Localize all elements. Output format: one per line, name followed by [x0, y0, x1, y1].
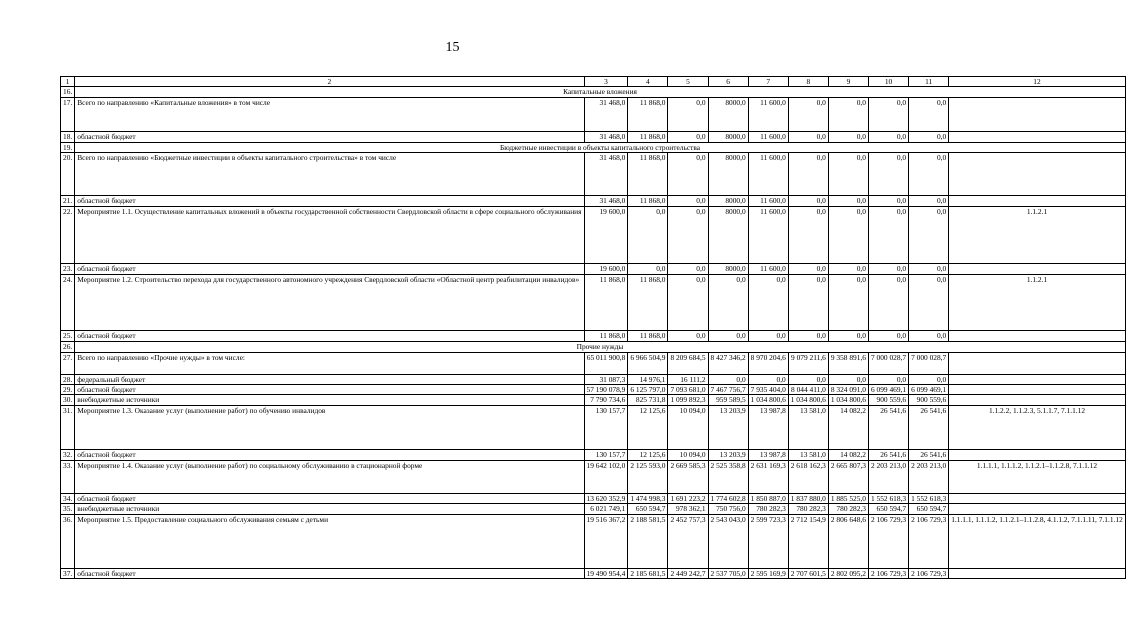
value-cell: 31 468,0: [584, 97, 628, 131]
value-cell: 780 282,3: [828, 504, 868, 514]
row-name: Всего по направлению «Капитальные вложения» в том числе: [75, 97, 584, 131]
value-cell: 13 581,0: [788, 449, 828, 460]
value-cell: 780 282,3: [748, 504, 788, 514]
value-cell: 14 082,2: [828, 405, 868, 449]
value-cell: 1 034 800,6: [748, 395, 788, 405]
value-cell: 31 087,3: [584, 374, 628, 384]
value-cell: 0,0: [828, 374, 868, 384]
value-cell: 1 691 223,2: [668, 493, 708, 503]
value-cell: 2 543 043,0: [708, 514, 748, 568]
value-cell: 11 868,0: [628, 153, 668, 196]
value-cell: 14 082,2: [828, 449, 868, 460]
value-cell: 19 642 102,0: [584, 460, 628, 493]
value-cell: 19 600,0: [584, 207, 628, 264]
value-cell: 8 044 411,0: [788, 385, 828, 395]
row-number: 29.: [61, 385, 75, 395]
value-cell: 12 125,6: [628, 405, 668, 449]
section-title: Бюджетные инвестиции в объекты капитального строительства: [75, 142, 1126, 152]
value-cell: 11 600,0: [748, 153, 788, 196]
value-cell: 12 125,6: [628, 449, 668, 460]
value-cell: 14 976,1: [628, 374, 668, 384]
value-cell: 2 106 729,3: [909, 514, 949, 568]
value-cell: 1 474 998,3: [628, 493, 668, 503]
value-cell: 11 868,0: [628, 331, 668, 342]
header-cell: 1: [61, 77, 75, 87]
value-cell: 0,0: [909, 331, 949, 342]
value-cell: 2 203 213,0: [868, 460, 908, 493]
value-cell: 0,0: [828, 196, 868, 207]
value-cell: 1 552 618,3: [868, 493, 908, 503]
value-cell: 19 516 367,2: [584, 514, 628, 568]
header-cell: 10: [868, 77, 908, 87]
value-cell: 2 802 095,2: [828, 568, 868, 578]
value-cell: 2 595 169,9: [748, 568, 788, 578]
value-cell: 2 707 601,5: [788, 568, 828, 578]
target-indicator-cell: 1.1.1.1, 1.1.1.2, 1.1.2.1–1.1.2.8, 7.1.1.12: [949, 460, 1126, 493]
value-cell: 0,0: [828, 275, 868, 331]
value-cell: 11 868,0: [628, 275, 668, 331]
value-cell: 1 099 892,3: [668, 395, 708, 405]
value-cell: 0,0: [748, 331, 788, 342]
section-row: [61, 342, 1126, 352]
value-cell: 31 468,0: [584, 196, 628, 207]
header-cell: 5: [668, 77, 708, 87]
value-cell: 2 449 242,7: [668, 568, 708, 578]
value-cell: 0,0: [668, 275, 708, 331]
table-row: [61, 264, 1126, 275]
value-cell: 0,0: [708, 275, 748, 331]
section-row: [61, 87, 1126, 97]
value-cell: 0,0: [909, 97, 949, 131]
budget-table: [60, 76, 1126, 579]
value-cell: 11 600,0: [748, 97, 788, 131]
table-row: [61, 514, 1126, 568]
table-row: [61, 331, 1126, 342]
value-cell: 11 868,0: [628, 97, 668, 131]
value-cell: 7 093 681,0: [668, 385, 708, 395]
value-cell: 13 203,9: [708, 405, 748, 449]
value-cell: 750 756,0: [708, 504, 748, 514]
value-cell: 7 467 756,7: [708, 385, 748, 395]
row-number: 18.: [61, 131, 75, 142]
value-cell: 0,0: [708, 331, 748, 342]
value-cell: 8 970 204,6: [748, 352, 788, 374]
value-cell: 7 000 028,7: [909, 352, 949, 374]
value-cell: 6 099 469,1: [868, 385, 908, 395]
value-cell: 0,0: [628, 264, 668, 275]
value-cell: 11 868,0: [628, 196, 668, 207]
value-cell: 8 209 684,5: [668, 352, 708, 374]
value-cell: 13 987,8: [748, 405, 788, 449]
value-cell: 1 774 602,8: [708, 493, 748, 503]
section-title: Капитальные вложения: [75, 87, 1126, 97]
table-row: [61, 352, 1126, 374]
row-number: 35.: [61, 504, 75, 514]
value-cell: 8000,0: [708, 153, 748, 196]
target-indicator-cell: 1.1.1.1, 1.1.1.2, 1.1.2.1–1.1.2.8, 4.1.1.2, 7.1.1.11, 7.1.1.12: [949, 514, 1126, 568]
value-cell: 8000,0: [708, 196, 748, 207]
value-cell: 0,0: [668, 207, 708, 264]
value-cell: 6 021 749,1: [584, 504, 628, 514]
target-indicator-cell: [949, 352, 1126, 374]
value-cell: 2 452 757,3: [668, 514, 708, 568]
value-cell: 6 099 469,1: [909, 385, 949, 395]
row-name: областной бюджет: [75, 331, 584, 342]
row-name: Мероприятие 1.3. Оказание услуг (выполнение работ) по обучению инвалидов: [75, 405, 584, 449]
row-name: внебюджетные источники: [75, 504, 584, 514]
target-indicator-cell: [949, 568, 1126, 578]
target-indicator-cell: [949, 196, 1126, 207]
row-number: 28.: [61, 374, 75, 384]
row-name: Мероприятие 1.5. Предоставление социального обслуживания семьям с детьми: [75, 514, 584, 568]
value-cell: 8 324 091,0: [828, 385, 868, 395]
value-cell: 2 106 729,3: [868, 568, 908, 578]
row-number: 22.: [61, 207, 75, 264]
value-cell: 0,0: [788, 131, 828, 142]
value-cell: 780 282,3: [788, 504, 828, 514]
row-number: 20.: [61, 153, 75, 196]
value-cell: 1 885 525,0: [828, 493, 868, 503]
value-cell: 0,0: [708, 374, 748, 384]
row-number: 25.: [61, 331, 75, 342]
value-cell: 0,0: [909, 264, 949, 275]
row-name: Мероприятие 1.1. Осуществление капитальных вложений в объекты государственной собственности Свердловской области в сфере социального обслуживания: [75, 207, 584, 264]
value-cell: 0,0: [788, 374, 828, 384]
row-number: 30.: [61, 395, 75, 405]
row-number: 17.: [61, 97, 75, 131]
value-cell: 0,0: [868, 264, 908, 275]
value-cell: 7 790 734,6: [584, 395, 628, 405]
target-indicator-cell: [949, 493, 1126, 503]
row-name: областной бюджет: [75, 131, 584, 142]
value-cell: 2 203 213,0: [909, 460, 949, 493]
target-indicator-cell: 1.1.2.1: [949, 207, 1126, 264]
value-cell: 65 011 900,8: [584, 352, 628, 374]
row-name: внебюджетные источники: [75, 395, 584, 405]
header-cell: 2: [75, 77, 584, 87]
value-cell: 26 541,6: [868, 405, 908, 449]
row-name: областной бюджет: [75, 264, 584, 275]
value-cell: 1 850 887,0: [748, 493, 788, 503]
value-cell: 0,0: [748, 374, 788, 384]
value-cell: 900 559,6: [868, 395, 908, 405]
table-row: [61, 405, 1126, 449]
row-number: 27.: [61, 352, 75, 374]
value-cell: 2 665 807,3: [828, 460, 868, 493]
value-cell: 2 618 162,3: [788, 460, 828, 493]
row-number: 16.: [61, 87, 75, 97]
value-cell: 11 600,0: [748, 196, 788, 207]
value-cell: 0,0: [668, 331, 708, 342]
header-cell: 8: [788, 77, 828, 87]
table-row: [61, 504, 1126, 514]
section-title: Прочие нужды: [75, 342, 1126, 352]
value-cell: 650 594,7: [628, 504, 668, 514]
value-cell: 0,0: [668, 196, 708, 207]
value-cell: 2 669 585,3: [668, 460, 708, 493]
value-cell: 0,0: [788, 207, 828, 264]
value-cell: 0,0: [788, 275, 828, 331]
row-name: Всего по направлению «Прочие нужды» в том числе:: [75, 352, 584, 374]
row-name: областной бюджет: [75, 568, 584, 578]
value-cell: 2 712 154,9: [788, 514, 828, 568]
table-row: [61, 449, 1126, 460]
value-cell: 0,0: [828, 97, 868, 131]
value-cell: 11 868,0: [584, 331, 628, 342]
target-indicator-cell: [949, 385, 1126, 395]
value-cell: 2 806 648,6: [828, 514, 868, 568]
value-cell: 6 966 504,9: [628, 352, 668, 374]
row-number: 21.: [61, 196, 75, 207]
header-cell: 9: [828, 77, 868, 87]
value-cell: 0,0: [788, 196, 828, 207]
row-number: 23.: [61, 264, 75, 275]
value-cell: 0,0: [788, 97, 828, 131]
value-cell: 0,0: [668, 264, 708, 275]
table-row: [61, 395, 1126, 405]
table-row: [61, 275, 1126, 331]
value-cell: 8000,0: [708, 131, 748, 142]
target-indicator-cell: [949, 153, 1126, 196]
value-cell: 2 537 705,0: [708, 568, 748, 578]
value-cell: 650 594,7: [868, 504, 908, 514]
table-row: [61, 374, 1126, 384]
value-cell: 0,0: [788, 331, 828, 342]
row-name: Мероприятие 1.4. Оказание услуг (выполнение работ) по социальному обслуживанию в стационарной форме: [75, 460, 584, 493]
value-cell: 26 541,6: [909, 449, 949, 460]
row-number: 34.: [61, 493, 75, 503]
target-indicator-cell: 1.1.2.2, 1.1.2.3, 5.1.1.7, 7.1.1.12: [949, 405, 1126, 449]
value-cell: 0,0: [909, 153, 949, 196]
value-cell: 57 190 078,9: [584, 385, 628, 395]
value-cell: 0,0: [668, 97, 708, 131]
table-row: [61, 568, 1126, 578]
value-cell: 11 868,0: [628, 131, 668, 142]
value-cell: 0,0: [909, 196, 949, 207]
value-cell: 6 125 797,0: [628, 385, 668, 395]
value-cell: 16 111,2: [668, 374, 708, 384]
table-row: [61, 493, 1126, 503]
value-cell: 0,0: [828, 331, 868, 342]
value-cell: 10 094,0: [668, 405, 708, 449]
value-cell: 9 358 891,6: [828, 352, 868, 374]
row-name: областной бюджет: [75, 449, 584, 460]
value-cell: 959 589,5: [708, 395, 748, 405]
value-cell: 8 427 346,2: [708, 352, 748, 374]
value-cell: 0,0: [868, 331, 908, 342]
value-cell: 0,0: [868, 207, 908, 264]
target-indicator-cell: [949, 504, 1126, 514]
value-cell: 2 125 593,0: [628, 460, 668, 493]
value-cell: 2 106 729,3: [909, 568, 949, 578]
value-cell: 650 594,7: [909, 504, 949, 514]
value-cell: 26 541,6: [909, 405, 949, 449]
header-cell: 3: [584, 77, 628, 87]
value-cell: 0,0: [668, 153, 708, 196]
row-number: 24.: [61, 275, 75, 331]
value-cell: 0,0: [788, 264, 828, 275]
value-cell: 0,0: [868, 374, 908, 384]
value-cell: 9 079 211,6: [788, 352, 828, 374]
table-row: [61, 207, 1126, 264]
value-cell: 0,0: [828, 153, 868, 196]
value-cell: 0,0: [868, 275, 908, 331]
table-row: [61, 97, 1126, 131]
header-cell: 6: [708, 77, 748, 87]
row-name: Всего по направлению «Бюджетные инвестиции в объекты капитального строительства» в том числе: [75, 153, 584, 196]
value-cell: 0,0: [909, 207, 949, 264]
table-row: [61, 153, 1126, 196]
header-cell: 12: [949, 77, 1126, 87]
row-number: 37.: [61, 568, 75, 578]
value-cell: 11 868,0: [584, 275, 628, 331]
value-cell: 1 837 880,0: [788, 493, 828, 503]
row-name: Мероприятие 1.2. Строительство перехода для государственного автономного учреждения Свердловской области «Областной центр реабилитации инвалидов»: [75, 275, 584, 331]
value-cell: 0,0: [828, 264, 868, 275]
value-cell: 2 188 581,5: [628, 514, 668, 568]
value-cell: 0,0: [868, 131, 908, 142]
value-cell: 0,0: [868, 153, 908, 196]
value-cell: 11 600,0: [748, 131, 788, 142]
header-cell: 7: [748, 77, 788, 87]
value-cell: 11 600,0: [748, 207, 788, 264]
target-indicator-cell: [949, 131, 1126, 142]
value-cell: 0,0: [868, 97, 908, 131]
value-cell: 0,0: [909, 275, 949, 331]
value-cell: 2 106 729,3: [868, 514, 908, 568]
row-name: областной бюджет: [75, 385, 584, 395]
value-cell: 13 987,8: [748, 449, 788, 460]
value-cell: 10 094,0: [668, 449, 708, 460]
value-cell: 8000,0: [708, 264, 748, 275]
value-cell: 2 185 681,5: [628, 568, 668, 578]
target-indicator-cell: 1.1.2.1: [949, 275, 1126, 331]
header-cell: 11: [909, 77, 949, 87]
value-cell: 0,0: [909, 374, 949, 384]
value-cell: 2 599 723,3: [748, 514, 788, 568]
row-number: 19.: [61, 142, 75, 152]
target-indicator-cell: [949, 331, 1126, 342]
row-number: 33.: [61, 460, 75, 493]
target-indicator-cell: [949, 449, 1126, 460]
row-number: 31.: [61, 405, 75, 449]
value-cell: 1 034 800,6: [828, 395, 868, 405]
row-name: областной бюджет: [75, 196, 584, 207]
value-cell: 0,0: [828, 207, 868, 264]
target-indicator-cell: [949, 264, 1126, 275]
value-cell: 19 490 954,4: [584, 568, 628, 578]
value-cell: 0,0: [668, 131, 708, 142]
target-indicator-cell: [949, 97, 1126, 131]
table-row: [61, 196, 1126, 207]
value-cell: 0,0: [868, 196, 908, 207]
value-cell: 7 000 028,7: [868, 352, 908, 374]
value-cell: 13 203,9: [708, 449, 748, 460]
value-cell: 2 631 169,3: [748, 460, 788, 493]
value-cell: 31 468,0: [584, 153, 628, 196]
target-indicator-cell: [949, 374, 1126, 384]
row-name: федеральный бюджет: [75, 374, 584, 384]
table-header-row: [61, 77, 1126, 87]
value-cell: 7 935 404,0: [748, 385, 788, 395]
table-row: [61, 131, 1126, 142]
value-cell: 1 552 618,3: [909, 493, 949, 503]
row-number: 32.: [61, 449, 75, 460]
row-number: 36.: [61, 514, 75, 568]
section-row: [61, 142, 1126, 152]
value-cell: 978 362,1: [668, 504, 708, 514]
table-row: [61, 460, 1126, 493]
table-row: [61, 385, 1126, 395]
header-cell: 4: [628, 77, 668, 87]
value-cell: 8000,0: [708, 207, 748, 264]
value-cell: 0,0: [788, 153, 828, 196]
target-indicator-cell: [949, 395, 1126, 405]
value-cell: 900 559,6: [909, 395, 949, 405]
value-cell: 0,0: [748, 275, 788, 331]
value-cell: 130 157,7: [584, 449, 628, 460]
value-cell: 1 034 800,6: [788, 395, 828, 405]
page-number: 15: [445, 40, 460, 55]
row-name: областной бюджет: [75, 493, 584, 503]
value-cell: 0,0: [909, 131, 949, 142]
value-cell: 0,0: [828, 131, 868, 142]
value-cell: 825 731,8: [628, 395, 668, 405]
value-cell: 19 600,0: [584, 264, 628, 275]
value-cell: 31 468,0: [584, 131, 628, 142]
value-cell: 2 525 358,8: [708, 460, 748, 493]
value-cell: 11 600,0: [748, 264, 788, 275]
row-number: 26.: [61, 342, 75, 352]
value-cell: 8000,0: [708, 97, 748, 131]
value-cell: 0,0: [628, 207, 668, 264]
value-cell: 130 157,7: [584, 405, 628, 449]
value-cell: 26 541,6: [868, 449, 908, 460]
value-cell: 13 581,0: [788, 405, 828, 449]
value-cell: 13 620 352,9: [584, 493, 628, 503]
